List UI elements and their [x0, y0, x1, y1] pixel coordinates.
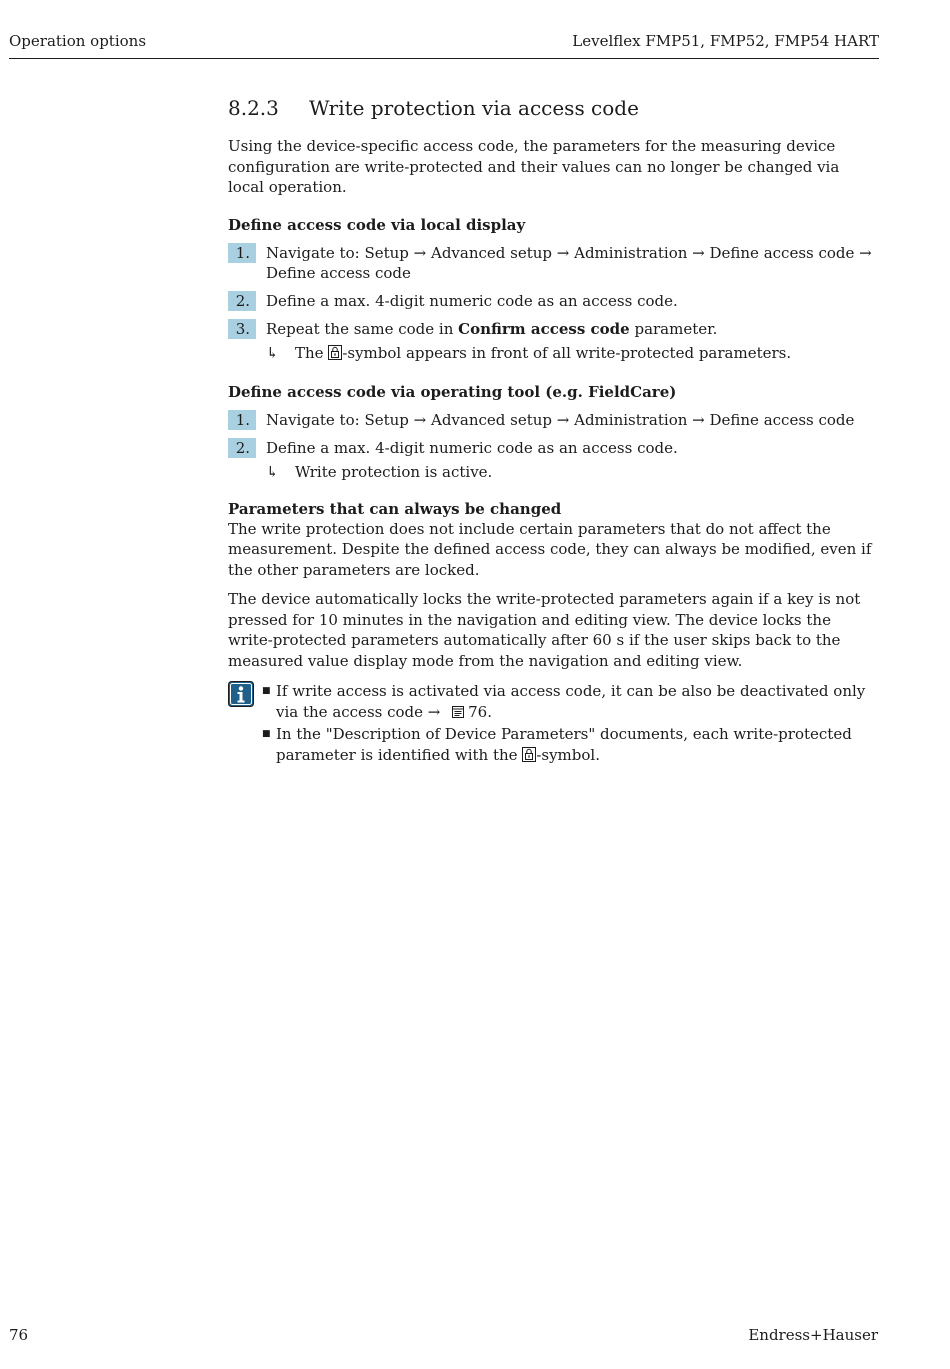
- section-number: 8.2.3: [228, 96, 279, 120]
- bullet: ■: [262, 686, 271, 696]
- note-item: ■ If write access is activated via access code, it can be also be deactivated only via the access code → 76.: [262, 681, 878, 724]
- step-number: 2.: [228, 291, 256, 311]
- intro-paragraph: Using the device-specific access code, the parameters for the measuring device configuration are write-protected and their values can no longer be changed via local operation.: [228, 137, 840, 196]
- local-step-3: [228, 319, 878, 365]
- step-number: 2.: [228, 438, 256, 458]
- local-step-2: [228, 291, 878, 311]
- bullet: ■: [262, 729, 271, 739]
- result-arrow-icon: ↳: [266, 343, 279, 362]
- step-result: ↳ Write protection is active.: [266, 462, 493, 481]
- page-header: [9, 30, 879, 59]
- step-text: Navigate to: Setup → Advanced setup → Administration → Define access code: [266, 410, 855, 429]
- footer-brand: Endress+Hauser: [748, 1326, 878, 1344]
- local-step-1: [228, 243, 878, 283]
- section-heading: [228, 96, 878, 120]
- tool-step-2: [228, 438, 878, 482]
- always-changed-paragraph: The write protection does not include certain parameters that do not affect the measurement. Despite the defined access code, they can always be modified, even if the other parameters are locked.: [228, 519, 872, 579]
- tool-step-1: [228, 410, 878, 430]
- info-icon: [228, 681, 254, 767]
- always-changed-heading: Parameters that can always be changed: [228, 499, 562, 518]
- step-text: Define a max. 4-digit numeric code as an access code.: [266, 291, 678, 310]
- step-text: Repeat the same code in Confirm access code parameter.: [266, 319, 718, 338]
- local-display-heading: Define access code via local display: [228, 215, 526, 234]
- step-text: Navigate to: Setup → Advanced setup → Administration → Define access code → Define access code: [266, 243, 872, 282]
- header-section-name: Operation options: [9, 32, 147, 50]
- main-content: [228, 96, 878, 767]
- result-arrow-icon: ↳: [266, 462, 279, 481]
- step-number: 3.: [228, 319, 256, 339]
- step-number: 1.: [228, 243, 256, 263]
- lock-icon: [522, 747, 536, 768]
- parameter-name: Confirm access code: [458, 319, 630, 338]
- auto-lock-paragraph: The device automatically locks the write-protected parameters again if a key is not pressed for 10 minutes in the navigation and editing view. The device locks the write-protected parameters automatically after 60 s if the user skips back to the measured value display mode from the navigation and editing view.: [228, 590, 861, 670]
- operating-tool-heading: Define access code via operating tool (e.g. FieldCare): [228, 382, 677, 401]
- header-product-name: Levelflex FMP51, FMP52, FMP54 HART: [572, 32, 879, 50]
- note-list: [262, 681, 878, 767]
- note-item: ■ In the "Description of Device Parameters" documents, each write-protected parameter is identified with the -symbol.: [262, 724, 878, 767]
- section-title: Write protection via access code: [309, 96, 639, 120]
- book-page-reference-icon[interactable]: [451, 704, 465, 725]
- lock-icon: [328, 345, 342, 365]
- step-number: 1.: [228, 410, 256, 430]
- step-result: ↳ The -symbol appears in front of all write-protected parameters.: [266, 343, 878, 365]
- page-number: 76: [9, 1326, 29, 1344]
- step-text: Define a max. 4-digit numeric code as an access code.: [266, 438, 678, 457]
- info-note: [228, 681, 878, 767]
- page-reference-link[interactable]: 76.: [468, 702, 492, 721]
